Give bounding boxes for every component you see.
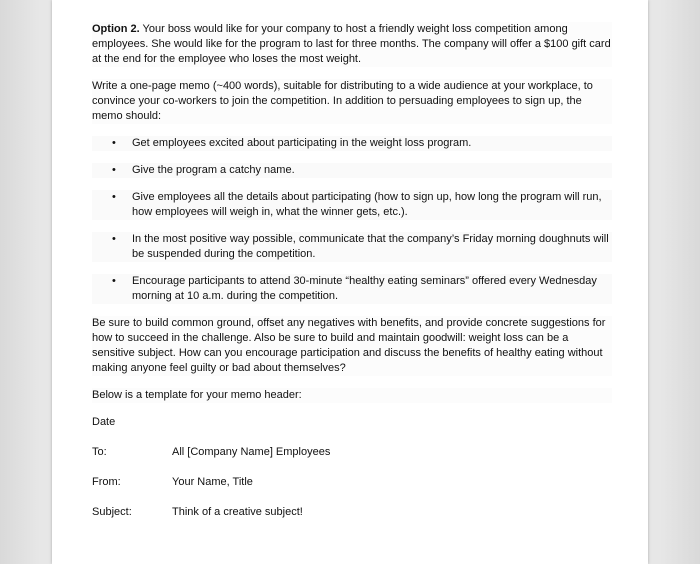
list-item-text: Encourage participants to attend 30-minute “healthy eating seminars” offered every Wednesday morning at 10 a.m. during the competition. [132,275,597,302]
list-item-text: Give the program a catchy name. [132,164,295,176]
document-page [52,0,648,564]
memo-to-label: To: [92,446,107,458]
guidance-paragraph: Be sure to build common ground, offset any negatives with benefits, and provide concrete suggestions for how to succeed in the challenge. Also be sure to build and maintain goodwill: weight loss can be a sensitive subject. How can you encourage participation and discuss the benefits of healthy eating without making anyone feel guilty or bad about themselves? [92,316,612,376]
list-item-text: Get employees excited about participating in the weight loss program. [132,137,472,149]
list-item-text: In the most positive way possible, communicate that the company’s Friday morning doughnuts will be suspended during the competition. [132,233,609,260]
memo-subject-value: Think of a creative subject! [172,506,303,518]
memo-subject-label: Subject: [92,506,132,518]
bullet-icon: • [112,137,116,149]
option-title: Option 2. [92,23,140,35]
list-item [92,232,612,262]
bullet-icon: • [112,164,116,176]
memo-to-row [92,445,612,460]
list-item [92,274,612,304]
memo-from-value: Your Name, Title [172,476,253,488]
bullet-icon: • [112,233,116,245]
memo-date-label: Date [92,416,116,428]
list-item [92,136,612,151]
document-content [92,22,612,535]
memo-to-value: All [Company Name] Employees [172,446,331,458]
template-intro: Below is a template for your memo header: [92,388,612,403]
memo-from-row [92,475,612,490]
list-item-text: Give employees all the details about participating (how to sign up, how long the program will run, how employees will weigh in, what the winner gets, etc.). [132,191,602,218]
bullet-icon: • [112,191,116,203]
list-item [92,190,612,220]
option-intro: Your boss would like for your company to host a friendly weight loss competition among employees. She would like for the program to last for three months. The company will offer a $100 gift card at the end for the employee who loses the most weight. [92,23,611,65]
list-item [92,163,612,178]
memo-from-label: From: [92,476,121,488]
requirements-list [92,136,612,304]
memo-subject-row [92,505,612,520]
bullet-icon: • [112,275,116,287]
memo-date-row [92,415,612,430]
option-paragraph [92,22,612,67]
instructions-paragraph: Write a one-page memo (~400 words), suitable for distributing to a wide audience at your workplace, to convince your co-workers to join the competition. In addition to persuading employees to sign up, the memo should: [92,79,612,124]
